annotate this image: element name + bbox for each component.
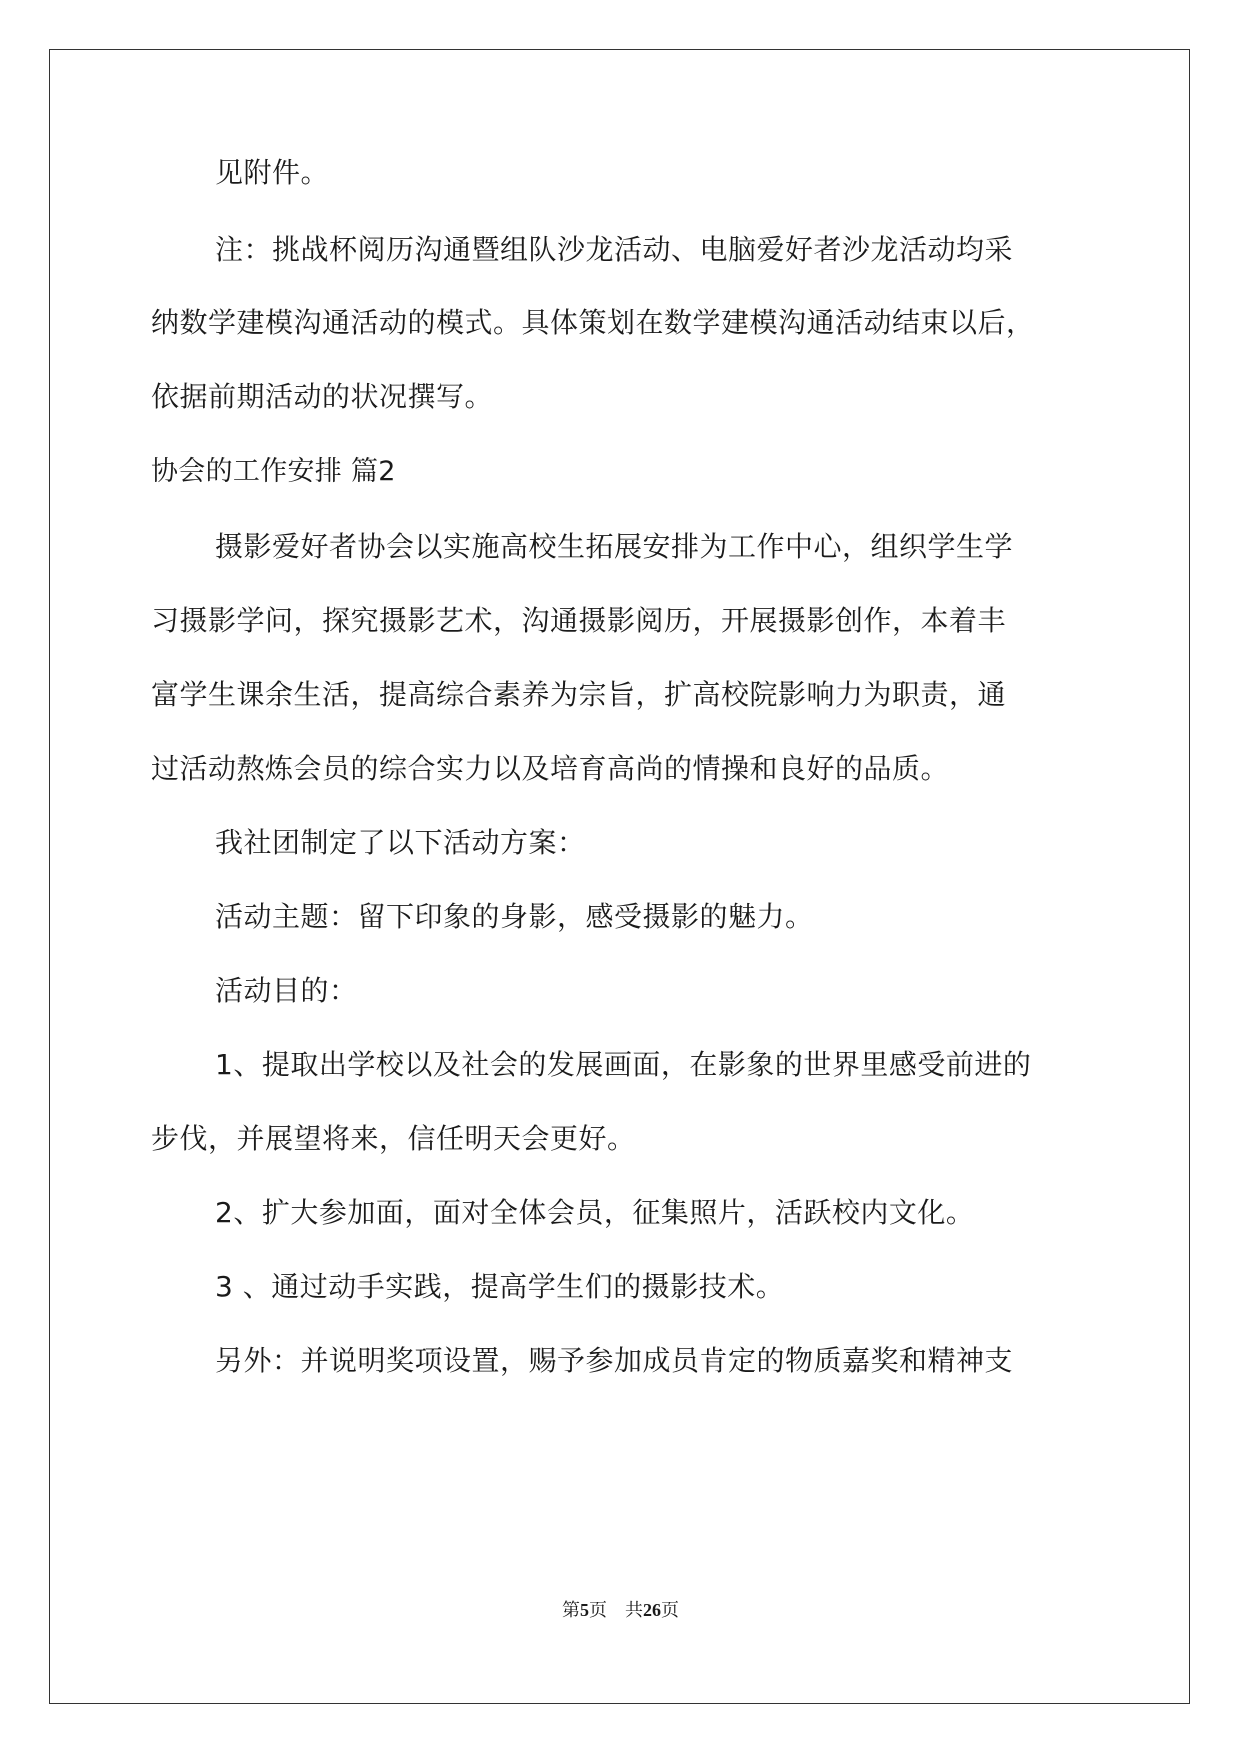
footer-page-suffix: 页 [589,1600,607,1620]
paragraph-intro-line-4: 过活动熬炼会员的综合实力以及培育高尚的情操和良好的品质。 [151,752,950,785]
paragraph-attachment: 见附件。 [215,156,330,189]
paragraph-note-line-2: 纳数学建模沟通活动的模式。具体策划在数学建模沟通活动结束以后， [151,306,1035,339]
paragraph-purpose-title: 活动目的： [215,974,358,1007]
section-heading: 协会的工作安排 篇2 [151,456,396,487]
footer-page-number: 5 [580,1600,589,1620]
footer-total-suffix: 页 [661,1600,679,1620]
paragraph-awards: 另外：并说明奖项设置，赐予参加成员肯定的物质嘉奖和精神支 [215,1344,1014,1377]
page-footer [0,1597,1241,1623]
footer-total-pages: 26 [643,1600,661,1620]
paragraph-intro-line-3: 富学生课余生活，提高综合素养为宗旨，扩高校院影响力为职责，通 [151,678,1007,711]
footer-total-prefix: 共 [625,1600,643,1620]
paragraph-intro-line-2: 习摄影学问，探究摄影艺术，沟通摄影阅历，开展摄影创作，本着丰 [151,604,1007,637]
paragraph-note-line-3: 依据前期活动的状况撰写。 [151,380,494,413]
page-border [49,49,1190,1704]
list-item-3: 3 、通过动手实践，提高学生们的摄影技术。 [215,1270,785,1303]
list-item-1-line-2: 步伐，并展望将来，信任明天会更好。 [151,1122,636,1155]
paragraph-note-line-1: 注：挑战杯阅历沟通暨组队沙龙活动、电脑爱好者沙龙活动均采 [215,233,1014,266]
list-item-2: 2、扩大参加面，面对全体会员，征集照片，活跃校内文化。 [215,1196,975,1229]
footer-prefix: 第 [562,1600,580,1620]
list-item-1-line-1: 1、提取出学校以及社会的发展画面，在影象的世界里感受前进的 [215,1048,1032,1081]
paragraph-plan: 我社团制定了以下活动方案： [215,826,586,859]
paragraph-intro-line-1: 摄影爱好者协会以实施高校生拓展安排为工作中心，组织学生学 [215,530,1014,563]
paragraph-theme: 活动主题：留下印象的身影，感受摄影的魅力。 [215,900,814,933]
